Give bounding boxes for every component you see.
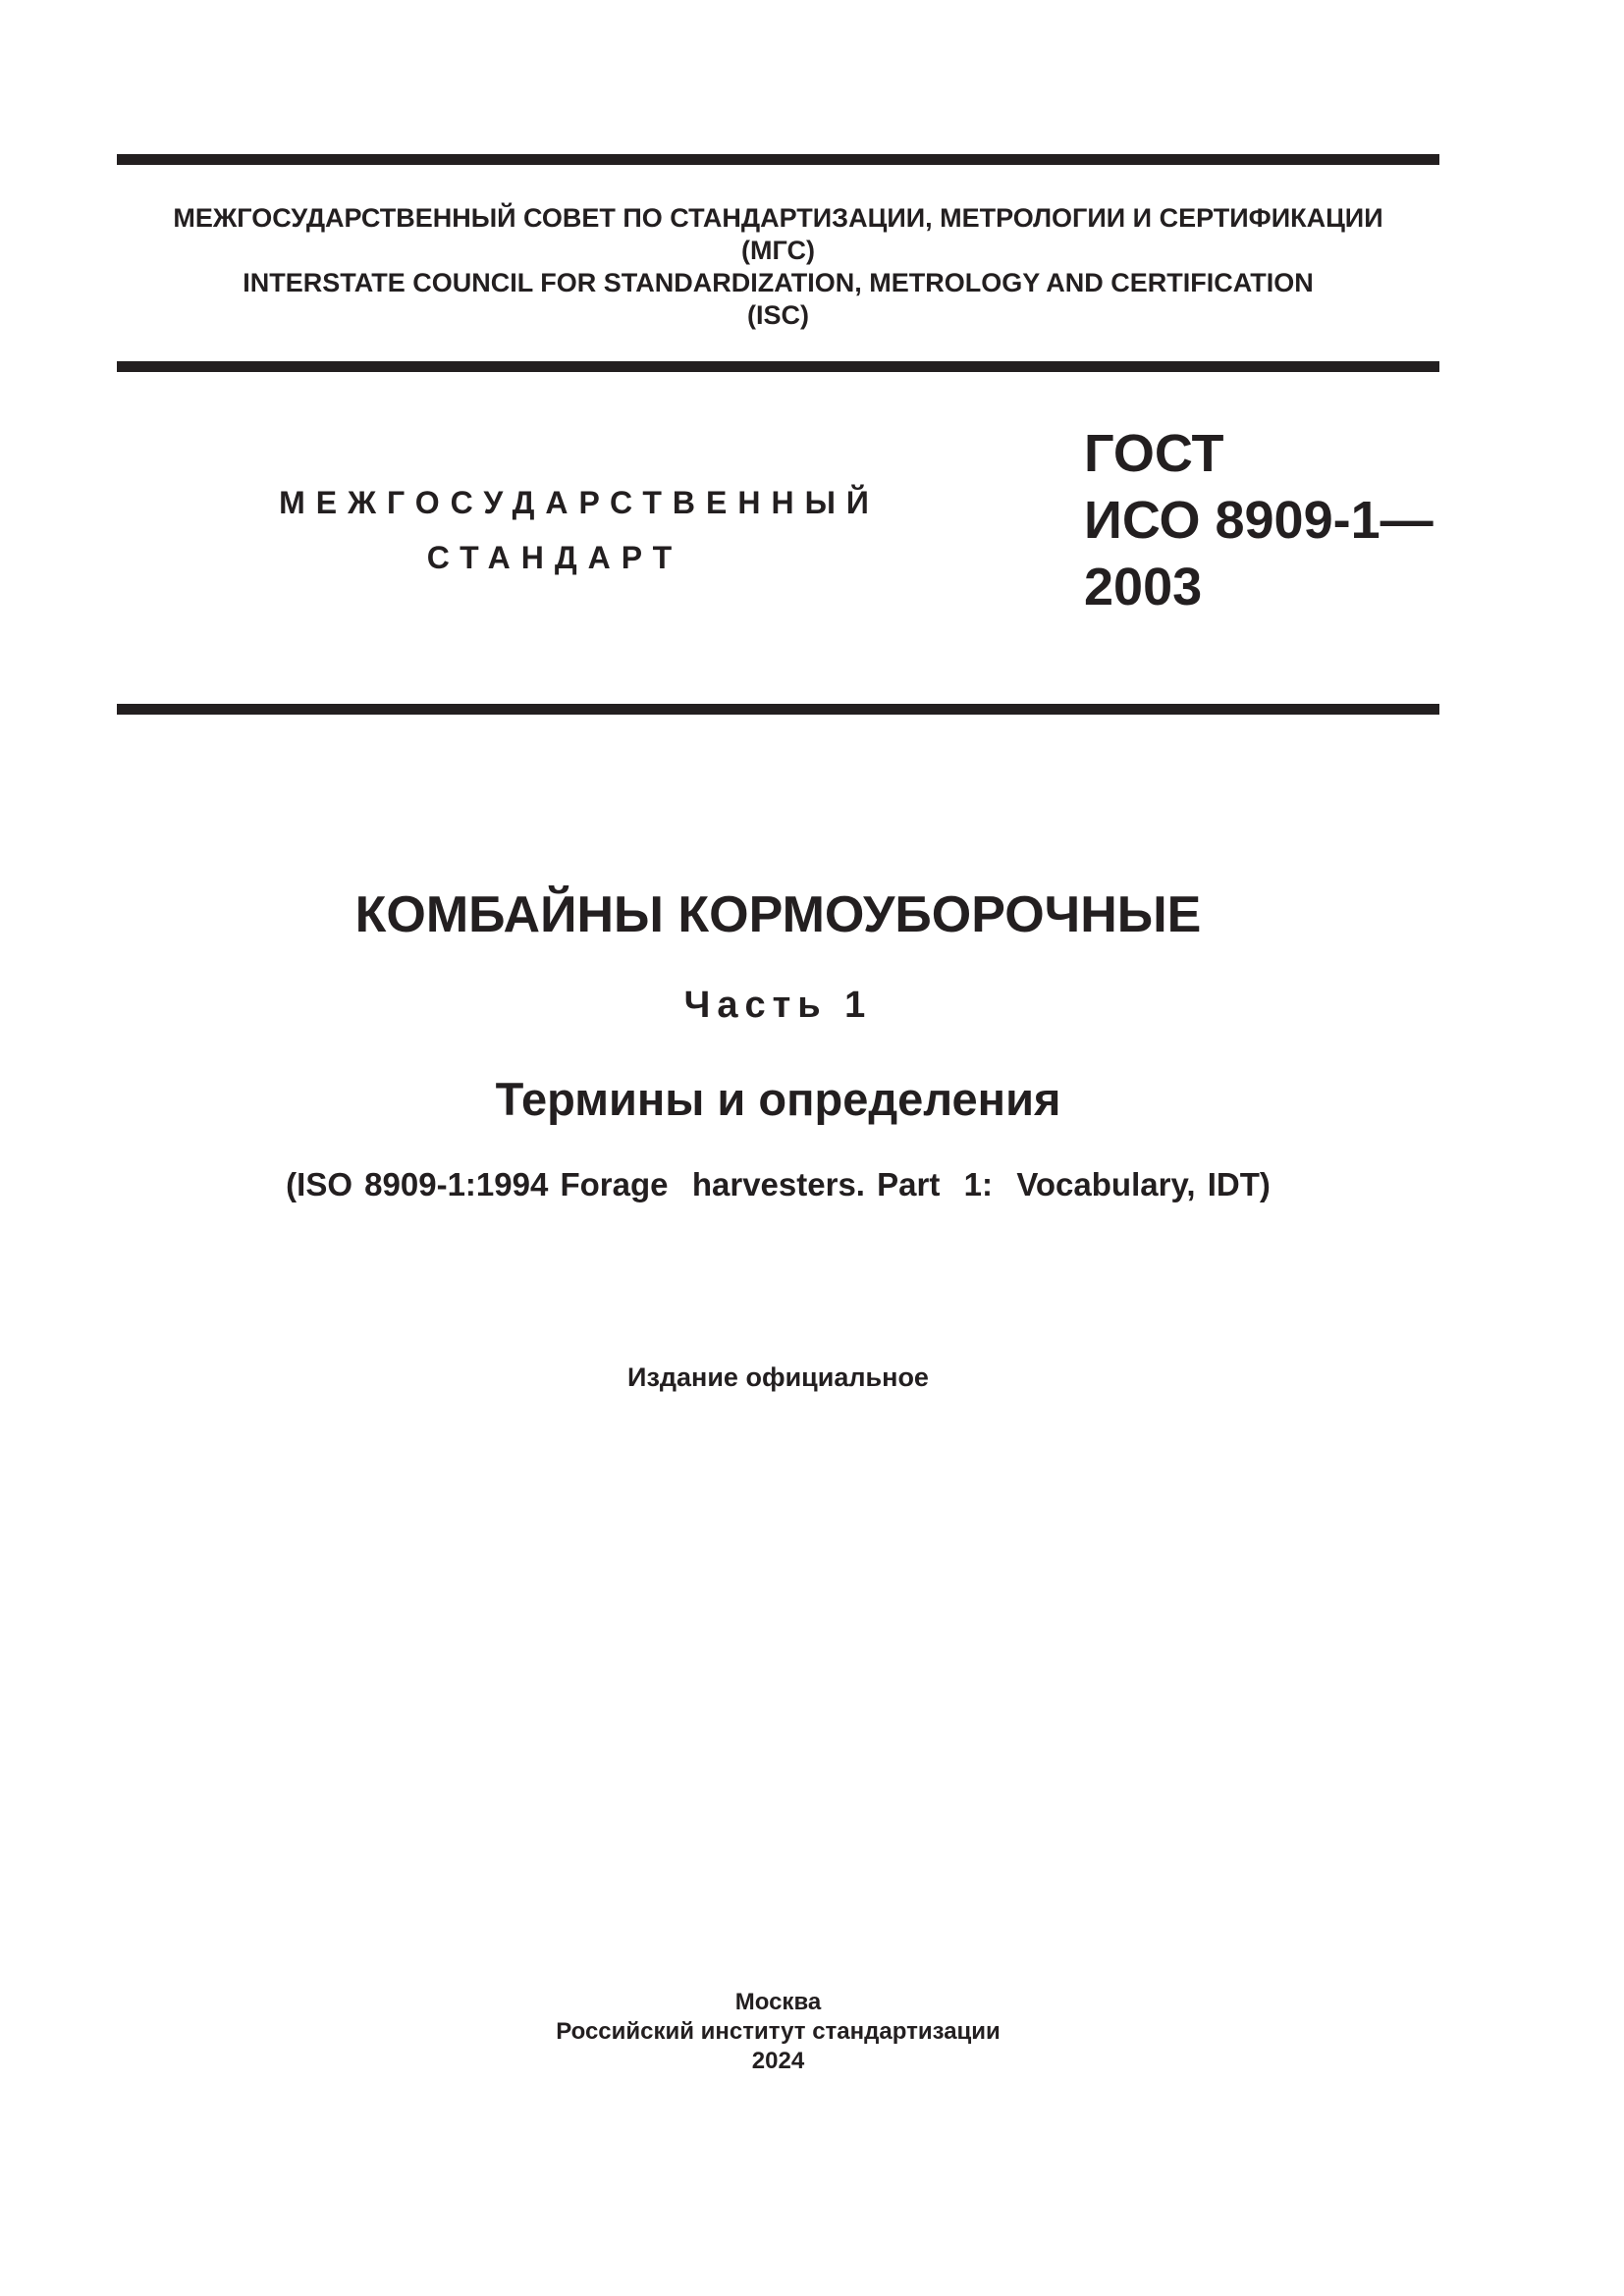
- middle-divider: [117, 361, 1439, 372]
- bottom-divider: [117, 704, 1439, 715]
- publisher-block: [117, 1988, 1439, 2076]
- edition-label: Издание официальное: [627, 1362, 929, 1392]
- council-name-en: INTERSTATE COUNCIL FOR STANDARDIZATION, METROLOGY AND CERTIFICATION: [243, 268, 1314, 297]
- standard-type-line1: МЕЖГОСУДАРСТВЕННЫЙ: [279, 485, 880, 520]
- standard-type: [196, 475, 1178, 585]
- standard-designation: [1084, 420, 1434, 620]
- council-header: [117, 202, 1439, 332]
- document-title: КОМБАЙНЫ КОРМОУБОРОЧНЫЕ: [354, 886, 1202, 943]
- document-subtitle: Термины и определения: [495, 1073, 1061, 1125]
- council-name-ru: МЕЖГОСУДАРСТВЕННЫЙ СОВЕТ ПО СТАНДАРТИЗАЦИИ, МЕТРОЛОГИИ И СЕРТИФИКАЦИИ: [173, 203, 1383, 233]
- top-divider: [117, 154, 1439, 165]
- publisher-name: Российский институт стандартизации: [556, 2018, 1001, 2045]
- publisher-year: 2024: [751, 2048, 805, 2074]
- part-label: Часть 1: [683, 985, 873, 1026]
- designation-line2: ИСО 8909-1—: [1084, 491, 1434, 550]
- designation-line3: 2003: [1084, 558, 1203, 616]
- iso-reference: (ISO 8909-1:1994 Forage harvesters. Part 1: Vocabulary, IDT): [286, 1166, 1271, 1202]
- council-abbr-en: (ISC): [747, 300, 809, 330]
- council-abbr-ru: (МГС): [741, 236, 815, 265]
- designation-line1: ГОСТ: [1084, 424, 1224, 483]
- publisher-city: Москва: [734, 1989, 822, 2015]
- standard-type-line2: СТАНДАРТ: [426, 540, 683, 575]
